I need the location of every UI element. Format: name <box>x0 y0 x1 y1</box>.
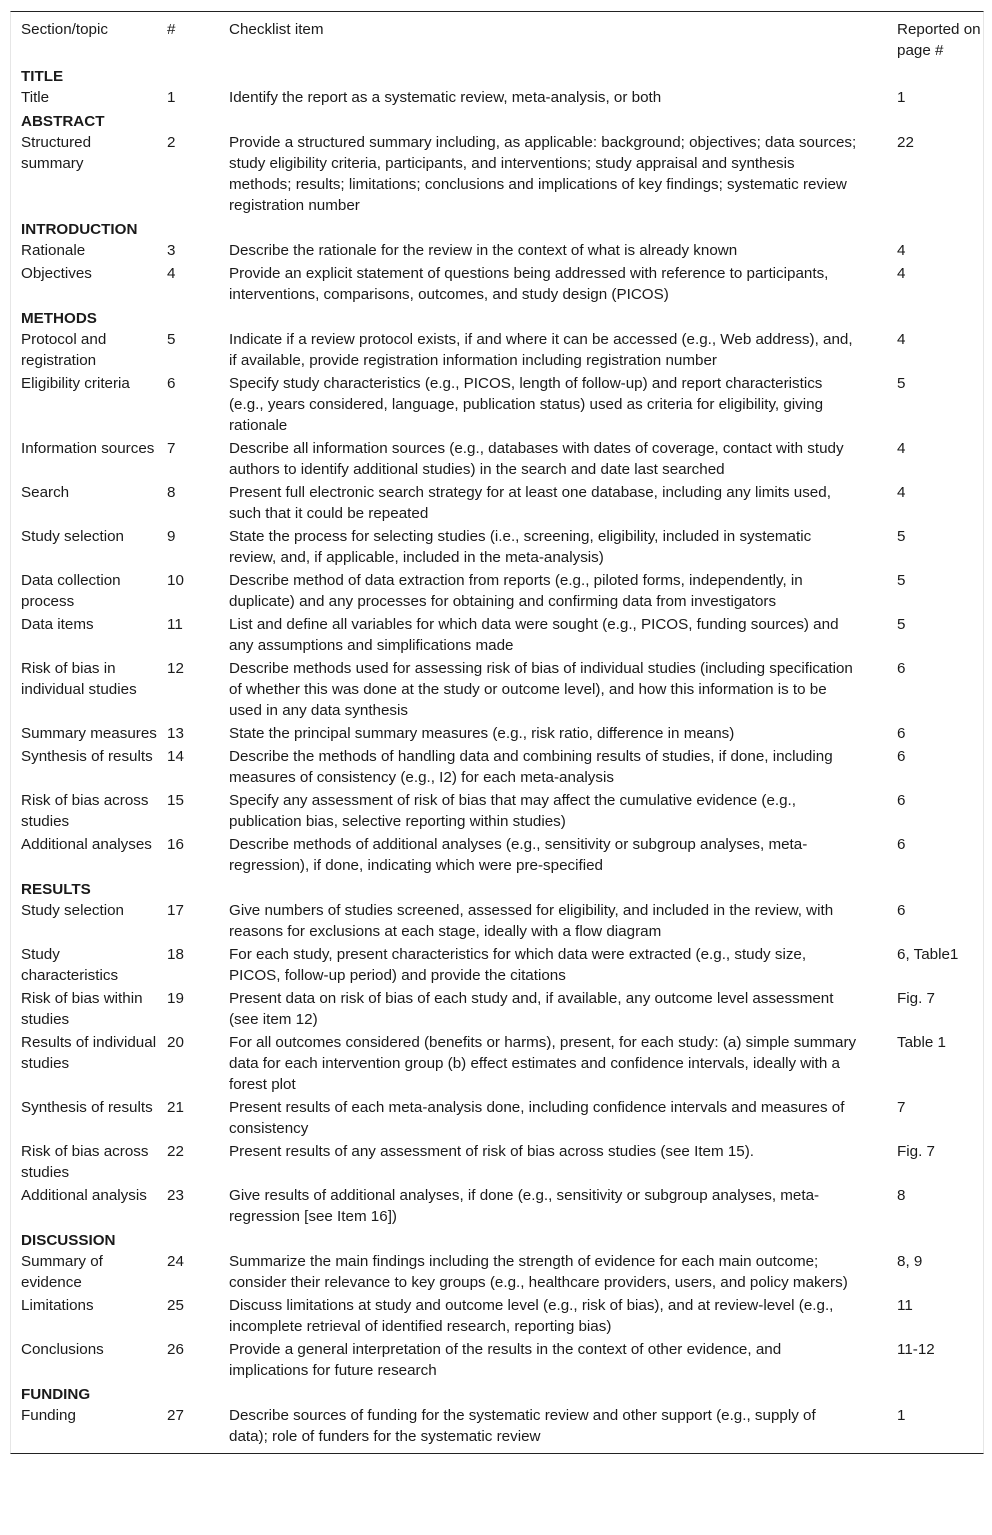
row-reported-page: 1 <box>897 1407 906 1424</box>
row-reported-page: 4 <box>897 331 906 348</box>
table-row <box>11 1339 983 1383</box>
row-reported-page: 6 <box>897 748 906 765</box>
row-number: 17 <box>167 902 184 919</box>
row-reported-page: 8 <box>897 1187 906 1204</box>
row-number: 1 <box>167 89 176 106</box>
row-checklist-item: State the process for selecting studies (i.e., screening, eligibility, included in systematic review, and, if applicable, included in the meta-analysis) <box>229 528 812 566</box>
row-number: 8 <box>167 484 176 501</box>
row-reported-page: 4 <box>897 242 906 259</box>
row-reported-page: Table 1 <box>897 1034 946 1051</box>
table-row <box>11 329 983 373</box>
table-row <box>11 482 983 526</box>
row-topic: Search <box>21 484 70 501</box>
header-number: # <box>167 21 176 38</box>
row-number: 16 <box>167 836 184 853</box>
row-checklist-item: Describe the rationale for the review in the context of what is already known <box>229 242 738 259</box>
row-checklist-item: Describe all information sources (e.g., databases with dates of coverage, contact with study authors to identify additional studies) in the search and date last searched <box>229 440 844 478</box>
row-reported-page: 4 <box>897 265 906 282</box>
table-row <box>11 570 983 614</box>
row-checklist-item: For all outcomes considered (benefits or harms), present, for each study: (a) simple summary data for each intervention group (b) effect estimates and confidence intervals, ideally with a forest plot <box>229 1034 857 1093</box>
row-reported-page: 6 <box>897 836 906 853</box>
header-row <box>11 12 983 65</box>
row-checklist-item: Present full electronic search strategy for at least one database, including any limits used, such that it could be repeated <box>229 484 831 522</box>
row-number: 20 <box>167 1034 184 1051</box>
row-reported-page: 5 <box>897 375 906 392</box>
row-topic: Protocol and registration <box>21 331 107 369</box>
row-reported-page: 1 <box>897 89 906 106</box>
row-topic: Risk of bias within studies <box>21 990 143 1028</box>
row-topic: Rationale <box>21 242 86 259</box>
row-reported-page: 5 <box>897 528 906 545</box>
row-number: 6 <box>167 375 176 392</box>
row-reported-page: Fig. 7 <box>897 990 935 1007</box>
row-topic: Information sources <box>21 440 155 457</box>
row-reported-page: 22 <box>897 134 914 151</box>
row-number: 22 <box>167 1143 184 1160</box>
row-checklist-item: For each study, present characteristics for which data were extracted (e.g., study size, PICOS, follow-up period) and provide the citations <box>229 946 807 984</box>
section-heading-row <box>11 1229 983 1251</box>
row-topic: Additional analysis <box>21 1187 147 1204</box>
row-topic: Title <box>21 89 50 106</box>
section-heading-row <box>11 878 983 900</box>
row-reported-page: 8, 9 <box>897 1253 923 1270</box>
row-number: 23 <box>167 1187 184 1204</box>
row-number: 10 <box>167 572 184 589</box>
table-row <box>11 723 983 746</box>
row-topic: Risk of bias in individual studies <box>21 660 137 698</box>
row-reported-page: Fig. 7 <box>897 1143 935 1160</box>
section-heading-row <box>11 65 983 87</box>
row-checklist-item: Describe the methods of handling data and combining results of studies, if done, including measures of consistency (e.g., I2) for each meta-analysis <box>229 748 833 786</box>
section-heading: RESULTS <box>21 881 91 898</box>
section-heading: DISCUSSION <box>21 1232 116 1249</box>
row-checklist-item: Specify study characteristics (e.g., PICOS, length of follow-up) and report characteristics (e.g., years considered, language, publication status) used as criteria for eligibility, giving rationale <box>229 375 824 434</box>
row-reported-page: 11-12 <box>897 1341 935 1358</box>
row-checklist-item: Describe methods used for assessing risk of bias of individual studies (including specification of whether this was done at the study or outcome level), and how this information is to be used in any data synthesis <box>229 660 853 719</box>
row-checklist-item: Summarize the main findings including the strength of evidence for each main outcome; consider their relevance to key groups (e.g., healthcare providers, users, and policy makers) <box>229 1253 848 1291</box>
table-row <box>11 373 983 438</box>
section-heading-row <box>11 1383 983 1405</box>
prisma-checklist-table <box>10 11 984 1454</box>
table-row <box>11 438 983 482</box>
row-checklist-item: Give numbers of studies screened, assessed for eligibility, and included in the review, with reasons for exclusions at each stage, ideally with a flow diagram <box>229 902 834 940</box>
row-topic: Study characteristics <box>21 946 119 984</box>
table-row <box>11 87 983 110</box>
row-number: 2 <box>167 134 176 151</box>
section-heading: FUNDING <box>21 1386 91 1403</box>
section-heading-row <box>11 110 983 132</box>
table-body <box>11 65 983 1453</box>
row-topic: Data items <box>21 616 94 633</box>
row-topic: Results of individual studies <box>21 1034 157 1072</box>
row-topic: Summary measures <box>21 725 157 742</box>
row-number: 24 <box>167 1253 184 1270</box>
row-topic: Risk of bias across studies <box>21 1143 149 1181</box>
row-reported-page: 6, Table1 <box>897 946 959 963</box>
table-row <box>11 263 983 307</box>
checklist-table <box>11 12 983 1453</box>
row-topic: Additional analyses <box>21 836 152 853</box>
section-heading-row <box>11 307 983 329</box>
row-reported-page: 5 <box>897 572 906 589</box>
table-row <box>11 132 983 218</box>
section-heading: TITLE <box>21 68 64 85</box>
row-checklist-item: Present data on risk of bias of each study and, if available, any outcome level assessment (see item 12) <box>229 990 834 1028</box>
row-number: 27 <box>167 1407 184 1424</box>
table-row <box>11 790 983 834</box>
row-number: 26 <box>167 1341 184 1358</box>
row-topic: Data collection process <box>21 572 121 610</box>
row-checklist-item: Provide an explicit statement of questions being addressed with reference to participants, interventions, comparisons, outcomes, and study design (PICOS) <box>229 265 829 303</box>
table-row <box>11 1251 983 1295</box>
row-topic: Structured summary <box>21 134 92 172</box>
row-checklist-item: Identify the report as a systematic review, meta-analysis, or both <box>229 89 662 106</box>
row-number: 3 <box>167 242 176 259</box>
row-checklist-item: Provide a structured summary including, as applicable: background; objectives; data sources; study eligibility criteria, participants, and interventions; study appraisal and synthesis methods; results; limitations; conclusions and implications of key findings; systematic review registration number <box>229 134 857 214</box>
table-row <box>11 1141 983 1185</box>
row-topic: Summary of evidence <box>21 1253 103 1291</box>
section-heading: ABSTRACT <box>21 113 105 130</box>
table-row <box>11 1405 983 1453</box>
row-reported-page: 6 <box>897 725 906 742</box>
row-topic: Study selection <box>21 528 124 545</box>
section-heading: METHODS <box>21 310 97 327</box>
row-topic: Funding <box>21 1407 76 1424</box>
table-row <box>11 988 983 1032</box>
header-checklist-item: Checklist item <box>229 21 324 38</box>
row-number: 25 <box>167 1297 184 1314</box>
table-row <box>11 1032 983 1097</box>
header-reported-page: Reported on page # <box>897 21 981 59</box>
row-checklist-item: Give results of additional analyses, if done (e.g., sensitivity or subgroup analyses, meta-regression [see Item 16]) <box>229 1187 820 1225</box>
row-topic: Study selection <box>21 902 124 919</box>
row-topic: Synthesis of results <box>21 1099 153 1116</box>
row-checklist-item: State the principal summary measures (e.g., risk ratio, difference in means) <box>229 725 735 742</box>
table-row <box>11 1097 983 1141</box>
row-number: 12 <box>167 660 184 677</box>
row-number: 19 <box>167 990 184 1007</box>
row-number: 7 <box>167 440 176 457</box>
row-checklist-item: Describe methods of additional analyses (e.g., sensitivity or subgroup analyses, meta-regression), if done, indicating which were pre-specified <box>229 836 808 874</box>
header-section-topic: Section/topic <box>21 21 108 38</box>
row-checklist-item: Discuss limitations at study and outcome level (e.g., risk of bias), and at review-level (e.g., incomplete retrieval of identified research, reporting bias) <box>229 1297 834 1335</box>
row-topic: Eligibility criteria <box>21 375 130 392</box>
table-row <box>11 900 983 944</box>
table-row <box>11 526 983 570</box>
row-checklist-item: Provide a general interpretation of the results in the context of other evidence, and implications for future research <box>229 1341 782 1379</box>
table-row <box>11 944 983 988</box>
row-number: 18 <box>167 946 184 963</box>
table-row <box>11 1185 983 1229</box>
section-heading-row <box>11 218 983 240</box>
row-checklist-item: List and define all variables for which data were sought (e.g., PICOS, funding sources) and any assumptions and simplifications made <box>229 616 839 654</box>
row-reported-page: 6 <box>897 902 906 919</box>
row-checklist-item: Indicate if a review protocol exists, if and where it can be accessed (e.g., Web address), and, if available, provide registration information including registration number <box>229 331 853 369</box>
row-checklist-item: Describe method of data extraction from reports (e.g., piloted forms, independently, in duplicate) and any processes for obtaining and confirming data from investigators <box>229 572 803 610</box>
row-number: 11 <box>167 616 183 633</box>
row-reported-page: 4 <box>897 484 906 501</box>
row-topic: Limitations <box>21 1297 94 1314</box>
row-reported-page: 6 <box>897 660 906 677</box>
table-row <box>11 1295 983 1339</box>
row-number: 4 <box>167 265 176 282</box>
row-reported-page: 4 <box>897 440 906 457</box>
row-topic: Conclusions <box>21 1341 104 1358</box>
row-number: 21 <box>167 1099 184 1116</box>
row-checklist-item: Specify any assessment of risk of bias that may affect the cumulative evidence (e.g., publication bias, selective reporting within studies) <box>229 792 796 830</box>
row-topic: Synthesis of results <box>21 748 153 765</box>
row-checklist-item: Present results of any assessment of risk of bias across studies (see Item 15). <box>229 1143 755 1160</box>
row-number: 13 <box>167 725 184 742</box>
section-heading: INTRODUCTION <box>21 221 138 238</box>
row-checklist-item: Present results of each meta-analysis done, including confidence intervals and measures of consistency <box>229 1099 845 1137</box>
row-number: 9 <box>167 528 176 545</box>
row-reported-page: 11 <box>897 1297 913 1314</box>
row-reported-page: 5 <box>897 616 906 633</box>
table-row <box>11 614 983 658</box>
table-row <box>11 834 983 878</box>
row-number: 15 <box>167 792 184 809</box>
table-row <box>11 658 983 723</box>
row-reported-page: 6 <box>897 792 906 809</box>
table-row <box>11 240 983 263</box>
row-topic: Objectives <box>21 265 92 282</box>
row-number: 14 <box>167 748 184 765</box>
row-topic: Risk of bias across studies <box>21 792 149 830</box>
row-reported-page: 7 <box>897 1099 906 1116</box>
row-checklist-item: Describe sources of funding for the systematic review and other support (e.g., supply of data); role of funders for the systematic review <box>229 1407 816 1445</box>
row-number: 5 <box>167 331 176 348</box>
table-row <box>11 746 983 790</box>
